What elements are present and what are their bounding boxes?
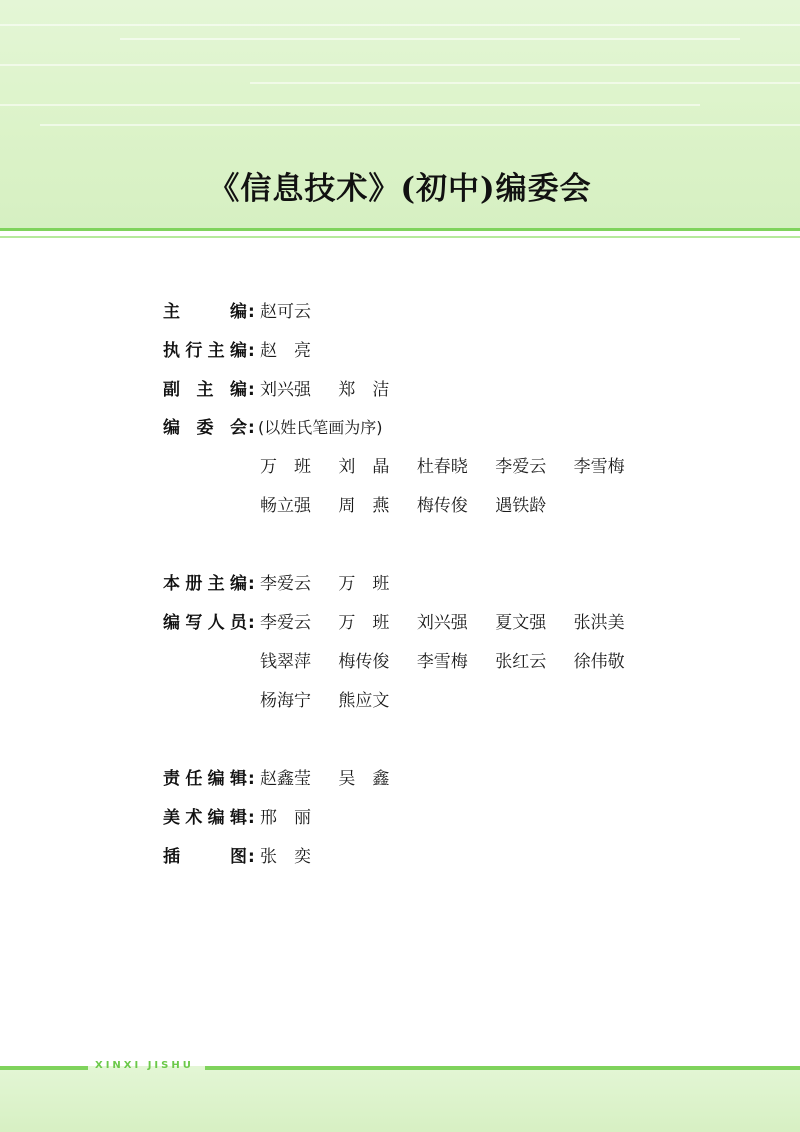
name: 梅传俊 (416, 496, 468, 516)
name: 吴 鑫 (338, 769, 390, 789)
name: 张红云 (495, 652, 547, 672)
name: 万 班 (338, 613, 390, 633)
name: 张 奕 (260, 847, 311, 867)
name: 杨海宁 (260, 691, 311, 711)
label-illustration: 插图 (163, 847, 247, 867)
name: 李雪梅 (573, 457, 625, 477)
footer-rule-right (205, 1066, 800, 1070)
name: 李爱云 (260, 613, 311, 633)
name: 畅立强 (260, 496, 311, 516)
header-band (0, 0, 800, 228)
name: 刘兴强 (416, 613, 468, 633)
page-title: 《信息技术》(初中)编委会 (208, 171, 592, 207)
name: 李爱云 (495, 457, 547, 477)
name: 郑 洁 (338, 380, 390, 400)
label-deputy-editor: 副主编 (163, 380, 247, 400)
name: 遇铁龄 (495, 496, 547, 516)
label-art-editor: 美术编辑 (163, 808, 247, 828)
label-committee: 编委会 (163, 418, 247, 438)
header-rule-thin (0, 236, 800, 238)
footer-label: XINXI JISHU (95, 1060, 194, 1071)
name: 万 班 (338, 574, 390, 594)
name: 夏文强 (495, 613, 547, 633)
footer-rule-left (0, 1066, 88, 1070)
name: 邢 丽 (260, 808, 311, 828)
committee-note: (以姓氏笔画为序) (258, 418, 383, 437)
name: 刘 晶 (338, 457, 390, 477)
footer-band (0, 1066, 800, 1132)
name: 李雪梅 (416, 652, 468, 672)
name: 刘兴强 (260, 380, 311, 400)
name: 梅传俊 (338, 652, 390, 672)
name: 杜春晓 (416, 457, 468, 477)
name: 张洪美 (573, 613, 625, 633)
label-chief-editor: 主编 (163, 302, 247, 322)
label-executive-editor: 执行主编 (163, 341, 247, 361)
label-responsible-editor: 责任编辑 (163, 769, 247, 789)
name: 熊应文 (338, 691, 390, 711)
name: 李爱云 (260, 574, 311, 594)
name: 赵 亮 (260, 341, 311, 361)
name: 周 燕 (338, 496, 390, 516)
label-writers: 编写人员 (163, 613, 247, 633)
name: 赵鑫莹 (260, 769, 311, 789)
label-volume-editor: 本册主编 (163, 574, 247, 594)
header-rule (0, 228, 800, 231)
name: 钱翠萍 (260, 652, 311, 672)
name: 万 班 (260, 457, 311, 477)
name: 赵可云 (260, 302, 311, 322)
name: 徐伟敬 (573, 652, 625, 672)
